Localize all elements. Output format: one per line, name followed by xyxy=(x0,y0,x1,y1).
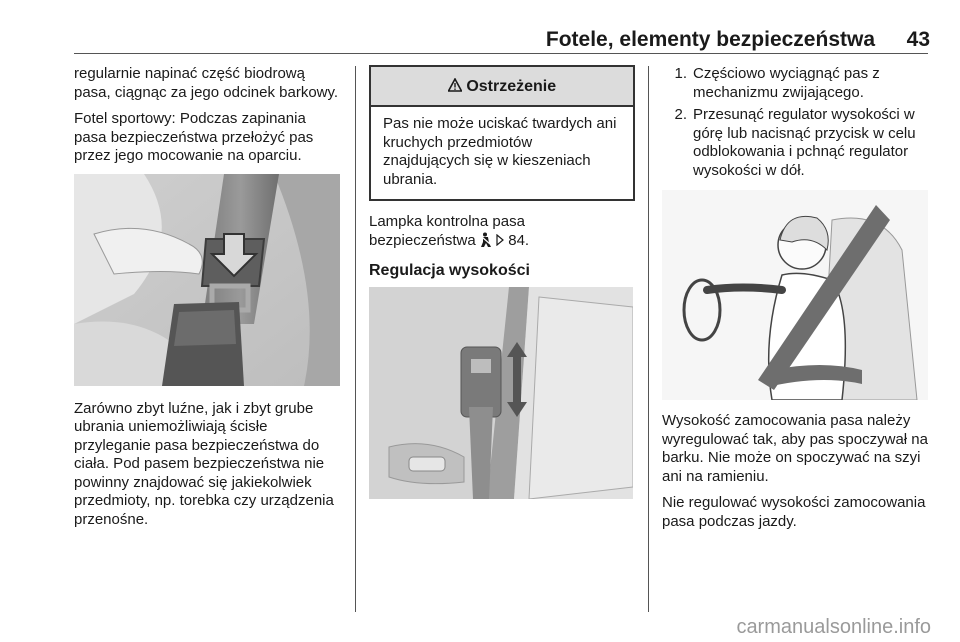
list-item: 2. Przesunąć regulator wysokości w górę lub nacisnąć przycisk w celu odblokowania i pchnąć regulator wysokości w dół. xyxy=(674,106,916,179)
warning-header xyxy=(371,67,633,107)
column-right xyxy=(662,65,930,539)
lamp-text: Lampka kontrolna pasa bezpieczeństwa xyxy=(369,213,525,249)
illustration-height-adjuster xyxy=(369,287,633,499)
column-divider-left xyxy=(355,66,356,612)
column-left xyxy=(74,65,342,537)
warning-box xyxy=(369,65,635,201)
lamp-page-reference: 84. xyxy=(508,231,530,249)
watermark: carmanualsonline.info xyxy=(736,616,931,638)
header-divider xyxy=(74,53,928,54)
paragraph-no-adjust-driving: Nie regulować wysokości zamocowania pasa podczas jazdy. xyxy=(662,494,926,530)
adjust-steps-list xyxy=(662,65,930,180)
page-header-title: Fotele, elementy bezpieczeństwa xyxy=(545,28,875,51)
illustration-buckle xyxy=(74,174,340,386)
warning-triangle-icon xyxy=(448,78,466,95)
paragraph-clothing: Zarówno zbyt luźne, jak i zbyt grube ubrania uniemożliwiają ścisłe przyleganie pasa bezpieczeństwa do ciała. Pod pasem bezpieczeństwa nie powinny znajdować się jakiekolwiek przedmioty, np. torebka czy urządzenia przenośne. xyxy=(74,399,334,528)
column-middle xyxy=(369,65,635,499)
column-divider-right xyxy=(648,66,649,612)
page-number: 43 xyxy=(906,28,930,51)
paragraph-sport-seat: Fotel sportowy: Podczas zapinania pasa bezpieczeństwa przełożyć pas przez jego mocowanie na oparciu. xyxy=(74,110,314,164)
warning-text: Pas nie może uciskać twardych ani kruchych przedmiotów znajdujących się w kieszeniach ubrania. xyxy=(383,115,617,188)
warning-title: Ostrzeżenie xyxy=(466,78,557,95)
section-heading-height-adjust: Regulacja wysokości xyxy=(369,262,530,279)
paragraph-belt-tension: regularnie napinać część biodrową pasa, ciągnąc za jego odcinek barkowy. xyxy=(74,65,339,101)
seatbelt-person-icon xyxy=(480,232,492,249)
paragraph-belt-position: Wysokość zamocowania pasa należy wyregulować tak, aby pas spoczywał na barku. Nie może on spoczywać na szyi ani na ramieniu. xyxy=(662,412,928,485)
paragraph-warning-lamp xyxy=(369,213,635,250)
illustration-driver-belt xyxy=(662,190,928,400)
list-item: 1. Częściowo wyciągnąć pas z mechanizmu zwijającego. xyxy=(674,65,880,101)
reference-arrow-icon xyxy=(496,232,504,251)
